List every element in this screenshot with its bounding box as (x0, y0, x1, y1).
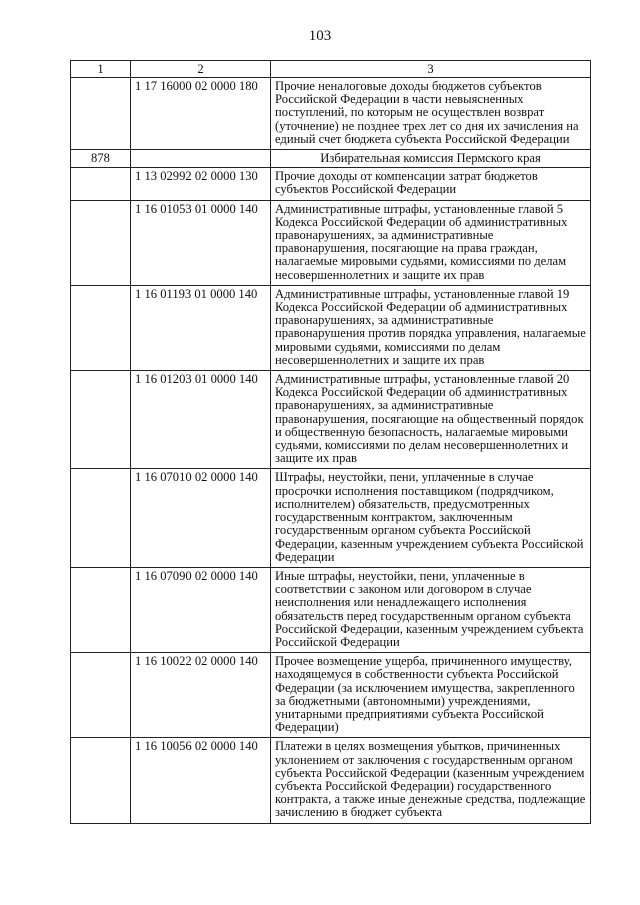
revenue-code-cell (131, 150, 271, 168)
admin-code-cell: 878 (71, 150, 131, 168)
admin-code-cell (71, 168, 131, 200)
admin-code-cell (71, 469, 131, 567)
revenue-name-cell: Прочие доходы от компенсации затрат бюджетов субъектов Российской Федерации (271, 168, 591, 200)
table-row (71, 371, 591, 469)
table-row (71, 567, 591, 652)
column-header-2: 2 (131, 61, 271, 78)
table-row (71, 469, 591, 567)
revenue-name-cell: Административные штрафы, установленные главой 5 Кодекса Российской Федерации об административных правонарушениях, за административные правонарушения, посягающие на права граждан, налагаемые мировыми судьями, комиссиями по делам несовершеннолетних и защите их прав (271, 200, 591, 285)
revenue-code-cell: 1 13 02992 02 0000 130 (131, 168, 271, 200)
table-header (71, 61, 591, 78)
table-row (71, 285, 591, 370)
admin-code-cell (71, 78, 131, 150)
admin-code-cell (71, 200, 131, 285)
admin-code-cell (71, 285, 131, 370)
admin-code-cell (71, 738, 131, 823)
revenue-code-cell: 1 16 01053 01 0000 140 (131, 200, 271, 285)
admin-code-cell (71, 371, 131, 469)
column-header-3: 3 (271, 61, 591, 78)
admin-code-cell (71, 567, 131, 652)
revenue-code-cell: 1 17 16000 02 0000 180 (131, 78, 271, 150)
page-number: 103 (308, 28, 332, 44)
table-body (71, 78, 591, 824)
header-row (71, 61, 591, 78)
revenue-codes-table (70, 60, 591, 824)
table-row (71, 738, 591, 823)
table-row (71, 653, 591, 738)
revenue-name-cell: Прочие неналоговые доходы бюджетов субъектов Российской Федерации в части невыясненных поступлений, по которым не осуществлен возврат (уточнение) не позднее трех лет со дня их зачисления на единый счет бюджета субъекта Российской Федерации (271, 78, 591, 150)
revenue-code-cell: 1 16 01203 01 0000 140 (131, 371, 271, 469)
admin-code-cell (71, 653, 131, 738)
revenue-code-cell: 1 16 10022 02 0000 140 (131, 653, 271, 738)
table-row (71, 78, 591, 150)
revenue-code-cell: 1 16 01193 01 0000 140 (131, 285, 271, 370)
revenue-code-cell: 1 16 07010 02 0000 140 (131, 469, 271, 567)
revenue-code-cell: 1 16 07090 02 0000 140 (131, 567, 271, 652)
section-row (71, 150, 591, 168)
revenue-code-cell: 1 16 10056 02 0000 140 (131, 738, 271, 823)
revenue-name-cell: Прочее возмещение ущерба, причиненного имуществу, находящемуся в собственности субъекта Российской Федерации (за исключением имущества, закрепленного за бюджетными (автономными) учреждениями, унитарными предприятиями субъекта Российской Федерации) (271, 653, 591, 738)
revenue-name-cell: Иные штрафы, неустойки, пени, уплаченные в соответствии с законом или договором в случае неисполнения или ненадлежащего исполнения обязательств перед государственным органом субъекта Российской Федерации, казенным учреждением субъекта Российской Федерации (271, 567, 591, 652)
revenue-name-cell: Административные штрафы, установленные главой 20 Кодекса Российской Федерации об административных правонарушениях, за административные правонарушения, посягающие на общественный порядок и общественную безопасность, налагаемые мировыми судьями, комиссиями по делам несовершеннолетних и защите их прав (271, 371, 591, 469)
revenue-name-cell: Платежи в целях возмещения убытков, причиненных уклонением от заключения с государственным органом субъекта Российской Федерации (казенным учреждением субъекта Российской Федерации) государственного контракта, а также иные денежные средства, подлежащие зачислению в бюджет субъекта (271, 738, 591, 823)
section-title-cell: Избирательная комиссия Пермского края (271, 150, 591, 168)
revenue-name-cell: Штрафы, неустойки, пени, уплаченные в случае просрочки исполнения поставщиком (подрядчиком, исполнителем) обязательств, предусмотренных государственным контрактом, заключенным государственным органом субъекта Российской Федерации, казенным учреждением субъекта Российской Федерации (271, 469, 591, 567)
table-row (71, 168, 591, 200)
revenue-name-cell: Административные штрафы, установленные главой 19 Кодекса Российской Федерации об административных правонарушениях, за административные правонарушения против порядка управления, налагаемые мировыми судьями, комиссиями по делам несовершеннолетних и защите их прав (271, 285, 591, 370)
column-header-1: 1 (71, 61, 131, 78)
table-row (71, 200, 591, 285)
